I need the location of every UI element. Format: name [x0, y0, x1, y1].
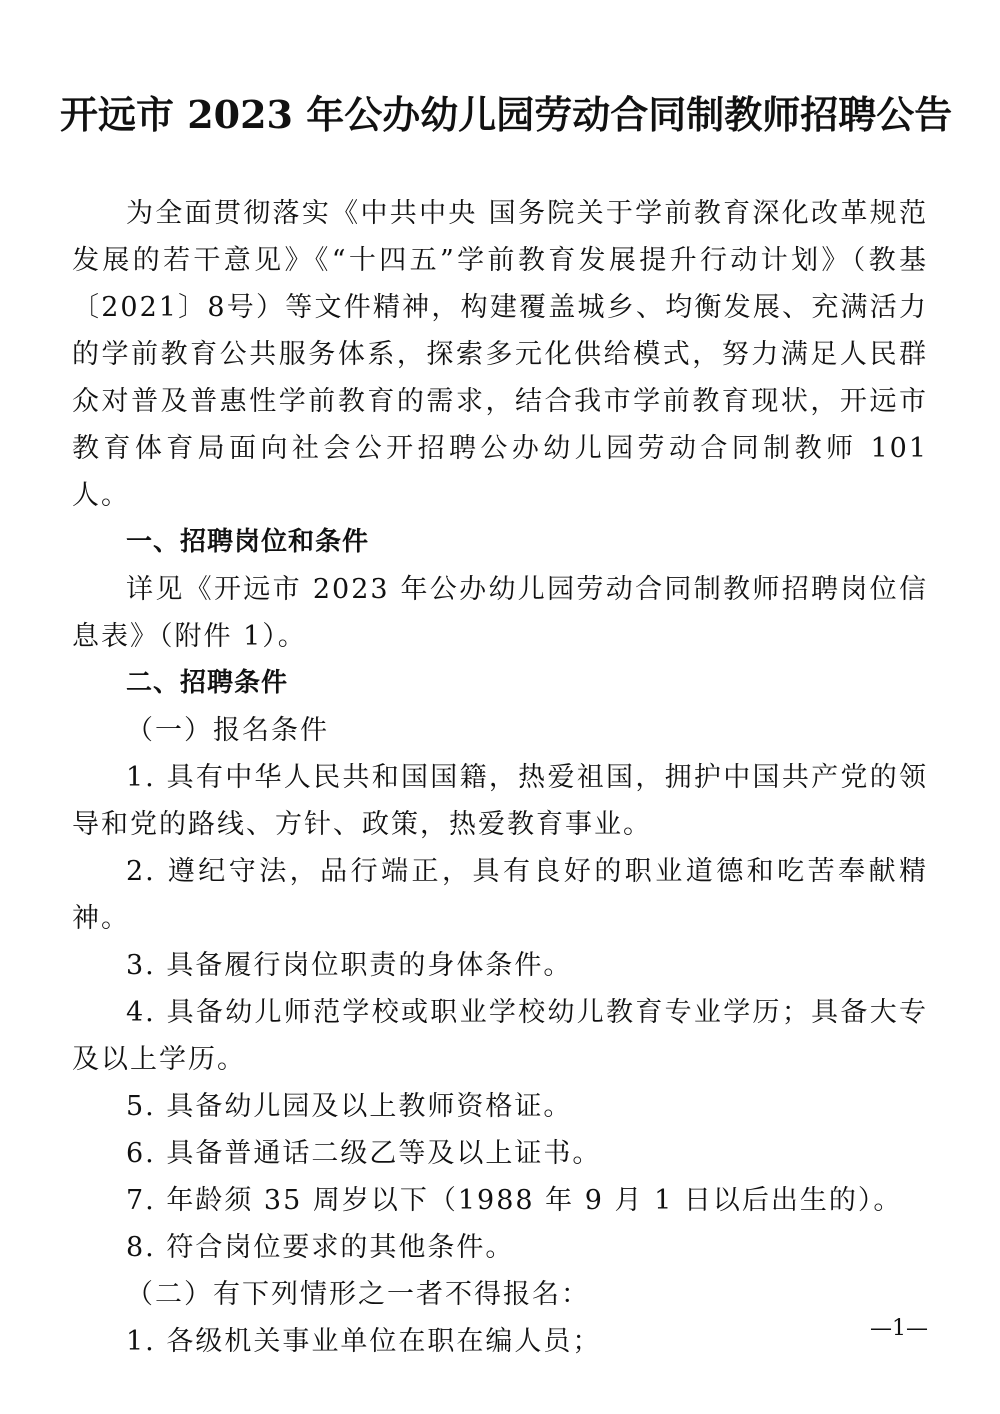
page-number: —1— — [870, 1316, 928, 1341]
subsection-heading-exclusions: （二）有下列情形之一者不得报名： — [126, 1279, 590, 1310]
eligibility-item: 4. 具备幼儿师范学校或职业学校幼儿教育专业学历；具备大专及以上学历。 — [72, 997, 928, 1075]
eligibility-item: 6. 具备普通话二级乙等及以上证书。 — [126, 1138, 602, 1169]
subsection-heading-eligibility: （一）报名条件 — [126, 715, 329, 746]
eligibility-item: 2. 遵纪守法，品行端正，具有良好的职业道德和吃苦奉献精神。 — [72, 856, 928, 934]
document-title: 开远市 2023 年公办幼儿园劳动合同制教师招聘公告 — [60, 92, 953, 137]
exclusion-item: 1. 各级机关事业单位在职在编人员； — [126, 1326, 602, 1357]
eligibility-item: 5. 具备幼儿园及以上教师资格证。 — [126, 1091, 573, 1122]
eligibility-item: 8. 符合岗位要求的其他条件。 — [126, 1232, 515, 1263]
eligibility-item: 7. 年龄须 35 周岁以下（1988 年 9 月 1 日以后出生的）。 — [126, 1185, 903, 1216]
document-body — [72, 190, 928, 1365]
section-heading-positions: 一、招聘岗位和条件 — [126, 527, 370, 557]
intro-paragraph: 为全面贯彻落实《中共中央 国务院关于学前教育深化改革规范发展的若干意见》《“十四五”学前教育发展提升行动计划》（教基〔2021〕8号）等文件精神，构建覆盖城乡、均衡发展、充满活力的学前教育公共服务体系，探索多元化供给模式，努力满足人民群众对普及普惠性学前教育的需求，结合我市学前教育现状，开远市教育体育局面向社会公开招聘公办幼儿园劳动合同制教师 101 人。 — [72, 198, 928, 511]
section-heading-conditions: 二、招聘条件 — [126, 668, 289, 698]
eligibility-item: 3. 具备履行岗位职责的身体条件。 — [126, 950, 573, 981]
eligibility-item: 1. 具有中华人民共和国国籍，热爱祖国，拥护中国共产党的领导和党的路线、方针、政策，热爱教育事业。 — [72, 762, 928, 840]
section-positions-text: 详见《开远市 2023 年公办幼儿园劳动合同制教师招聘岗位信息表》（附件 1）。 — [72, 574, 928, 652]
